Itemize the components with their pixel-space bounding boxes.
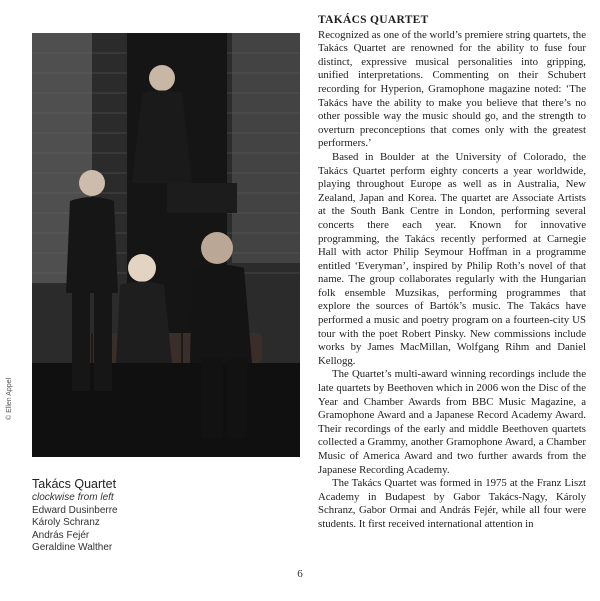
- article-paragraph: The Takács Quartet was formed in 1975 at the Franz Liszt Academy in Budapest by Gabor Takács-Nagy, Károly Schranz, Gabor Ormai and András Fejér, while all four were students. It first received international attention in: [318, 477, 586, 530]
- caption-member: Geraldine Walther: [32, 542, 113, 553]
- caption-subtitle: clockwise from left: [32, 492, 114, 503]
- article-body: [318, 14, 586, 532]
- quartet-photo: [32, 33, 300, 457]
- caption-title: Takács Quartet: [32, 477, 117, 491]
- photo-caption: [32, 477, 292, 555]
- quartet-photo-illustration: [32, 33, 300, 457]
- article-paragraph: Recognized as one of the world’s premiere string quartets, the Takács Quartet are renowned for the ability to fuse four distinct, expressive musical personalities into gripping, unified interpretations. Commenting on their Schubert recording for Hyperion, Gramophone magazine noted: ‘The Takács have the ability to make you believe that there’s no other possible way the music should go, and the strength to overturn preconceptions that comes only with the greatest performers.’: [318, 28, 586, 150]
- caption-member: Károly Schranz: [32, 517, 100, 528]
- article-heading: TAKÁCS QUARTET: [318, 14, 429, 26]
- page-number: 6: [297, 568, 303, 580]
- article-paragraph: The Quartet’s multi-award winning recordings include the late quartets by Beethoven which in 2006 won the Disc of the Year and Chamber Awards from BBC Music Magazine, a Gramophone Award and a Japanese Record Academy Award. Their recordings of the early and middle Beethoven quartets collected a Grammy, another Gramophone Award, a Chamber Music of America Award and two further awards from the Japanese Recording Academy.: [318, 368, 586, 476]
- article-paragraph: Based in Boulder at the University of Colorado, the Takács Quartet perform eighty concerts a year worldwide, playing throughout Europe as well as in Australia, New Zealand, Japan and Korea. The quartet are Associate Artists at the South Bank Centre in London, performing several concerts there each year. Known for innovative programming, the Takács recently performed at Carnegie Hall with actor Philip Seymour Hoffman in a programme entitled ‘Everyman’, inspired by Philip Roth’s novel of that name. The group collaborates regularly with the Hungarian folk ensemble Muzsikas, performing programmes that explore the sources of Bartók’s music. The Takács have performed a music and poetry program on a fourteen-city US tour with the poet Robert Pinsky. New commissions include works by James MacMillan, Wolfgang Rihm and Daniel Kellogg.: [318, 150, 586, 367]
- photo-credit: © Ellen Appel: [6, 377, 13, 420]
- caption-member: András Fejér: [32, 529, 90, 541]
- caption-member: Edward Dusinberre: [32, 504, 118, 516]
